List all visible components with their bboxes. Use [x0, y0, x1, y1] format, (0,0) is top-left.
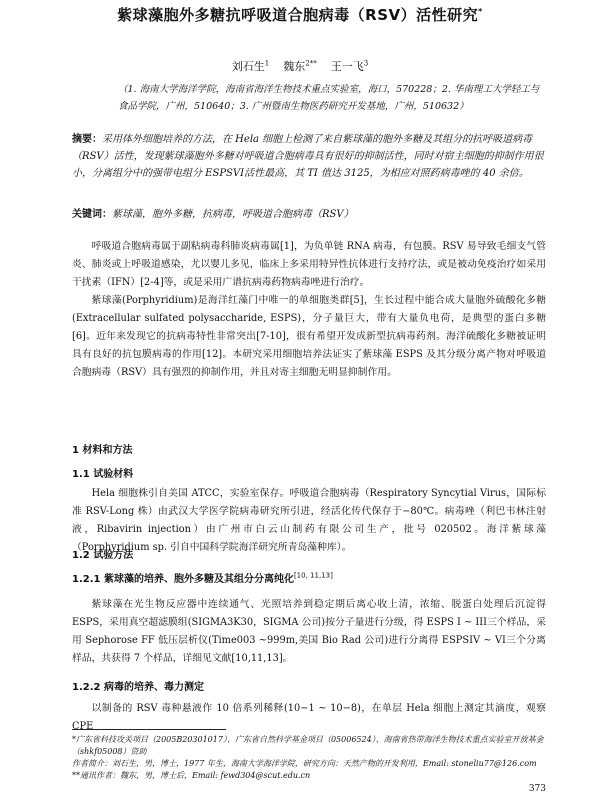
page-number: 373: [528, 784, 546, 794]
section-1-2-2-text: [72, 700, 546, 736]
introduction: [72, 238, 546, 382]
abstract-text: 采用体外细胞培养的方法，在 Hela 细胞上检测了来自紫球藻的胞外多糖及其组分的抗呼吸道病毒（RSV）活性，发现紫球藻胞外多糖对呼吸道合胞病毒具有很好的抑制活性，同时对宿主细胞的抑制作用很小，分离组分中的强带电组分 ESPSVI活性最高，其 TI 值达 3125，为相应对照药病毒唑的 40 余倍。: [72, 134, 544, 179]
author-name: 魏东: [283, 60, 306, 73]
virus-paragraph: 以制备的 RSV 毒种悬液作 10 倍系列稀释(10−1 ~ 10−8)，在单层 Hela 细胞上测定其滴度，观察 CPE: [72, 703, 546, 732]
paper-title: 紫球藻胞外多糖抗呼吸道合胞病毒（RSV）活性研究*: [117, 6, 483, 24]
affiliations: （1. 海南大学海洋学院，海南省海洋生物技术重点实验室，海口，570228；2. 华南理工大学轻工与食品学院，广州，510640；3. 广州暨南生物医药研究开发基地，广州，510632）: [118, 84, 540, 112]
materials-paragraph: Hela 细胞株引自美国 ATCC，实验室保存。呼吸道合胞病毒（Respiratory Syncytial Virus，国际标准 RSV-Long 株）由武汉大学医学院病毒研究所引进，经活化传代保存于−80℃。病毒唑（利巴韦林注射液，Ribavirin injection）由广州市白云山制药有限公司生产，批号 020502。海洋紫球藻（Porphyridium sp. 引自中国科学院海洋研究所青岛藻种库）。: [72, 488, 546, 553]
section-1-1-text: [72, 485, 546, 557]
keywords-label: 关键词：: [72, 209, 112, 220]
author-sup: 2**: [305, 59, 317, 68]
author-name: 王一飞: [330, 60, 364, 73]
intro-paragraph-1: 呼吸道合胞病毒属于副粘病毒科肺炎病毒属[1]，为负单链 RNA 病毒，有包膜。RSV 易导致毛细支气管炎、肺炎或上呼吸道感染，尤以婴儿多见，临床上多采用特异性抗体进行支持疗法，或是被动免疫治疗如采用干扰素（IFN）[2-4]等，或是采用广谱抗病毒药物病毒唑进行治疗。: [72, 241, 546, 288]
intro-paragraph-2: 紫球藻(Porphyridium)是海洋红藻门中唯一的单细胞类群[5]，生长过程中能合成大量胞外硫酸化多糖(Extracellular sulfated polysaccharide, ESPS)，分子量巨大，带有大量负电荷，是典型的蛋白多糖[6]。近年来发现它的抗病毒特性非常突出[7-10]，很有希望开发成新型抗病毒药剂。海洋硫酸化多糖被证明具有良好的抗包膜病毒的作用[12]。本研究采用细胞培养法证实了紫球藻 ESPS 及其分级分离产物对呼吸道合胞病毒（RSV）具有强烈的抑制作用，并且对寄主细胞无明显抑制作用。: [72, 295, 546, 378]
author-name: 刘石生: [231, 60, 265, 73]
keywords-text: 紫球藻，胞外多糖，抗病毒，呼吸道合胞病毒（RSV）: [112, 209, 354, 220]
author-line: [0, 58, 600, 74]
section-1-2-1-text: [72, 596, 546, 668]
section-heading-1-2-2: 1.2.2 病毒的培养、毒力测定: [72, 682, 204, 693]
author-sup: 3: [363, 59, 369, 68]
section-heading-1-2: 1.2 试验方法: [72, 550, 134, 561]
footnote-corresponding: **通讯作者：魏东，男，博士后，Email: fewd304@scut.edu.cn: [72, 771, 311, 780]
abstract-label: 摘要：: [72, 134, 102, 145]
footnote-rule: [72, 729, 226, 730]
footnotes: [72, 734, 550, 782]
methods-paragraph: 紫球藻在光生物反应器中连续通气、光照培养到稳定期后离心收上清，浓缩、脱蛋白处理后沉淀得 ESPS，采用真空超滤膜组(SIGMA3K30，SIGMA 公司)按分子量进行分级，得 ESPS I ~ III三个样品，采用 Sephorose FF 低压层析仪(Time003 ~999m,美国 Bio Rad 公司)进行分离得 ESPSIV ~ VI三个分离样品，共获得 7 个样品，详细见文献[10,11,13]。: [72, 599, 546, 664]
keywords: [72, 206, 546, 223]
abstract: [72, 131, 546, 182]
footnote-funding: *广东省科技攻关项目（2005B20301017）、广东省自然科学基金项目（05006524）、海南省热带海洋生物技术重点实验室开放基金（shkf05008）资助: [72, 735, 544, 756]
section-heading-1-2-1: 1.2.1 紫球藻的培养、胞外多糖及其组分分离纯化[10, 11,13]: [72, 571, 333, 585]
title-footnote-mark: *: [478, 7, 483, 16]
section-heading-1: 1 材料和方法: [72, 445, 133, 456]
section-refs: [10, 11,13]: [293, 571, 333, 580]
section-heading-1-1: 1.1 试验材料: [72, 469, 134, 480]
author-sup: 1: [264, 59, 270, 68]
footnote-author-bio: 作者简介：刘石生，男，博士，1977 年生，海南大学海洋学院，研究方向：天然产物的开发利用，Email: stoneliu77@126.com: [72, 759, 537, 768]
